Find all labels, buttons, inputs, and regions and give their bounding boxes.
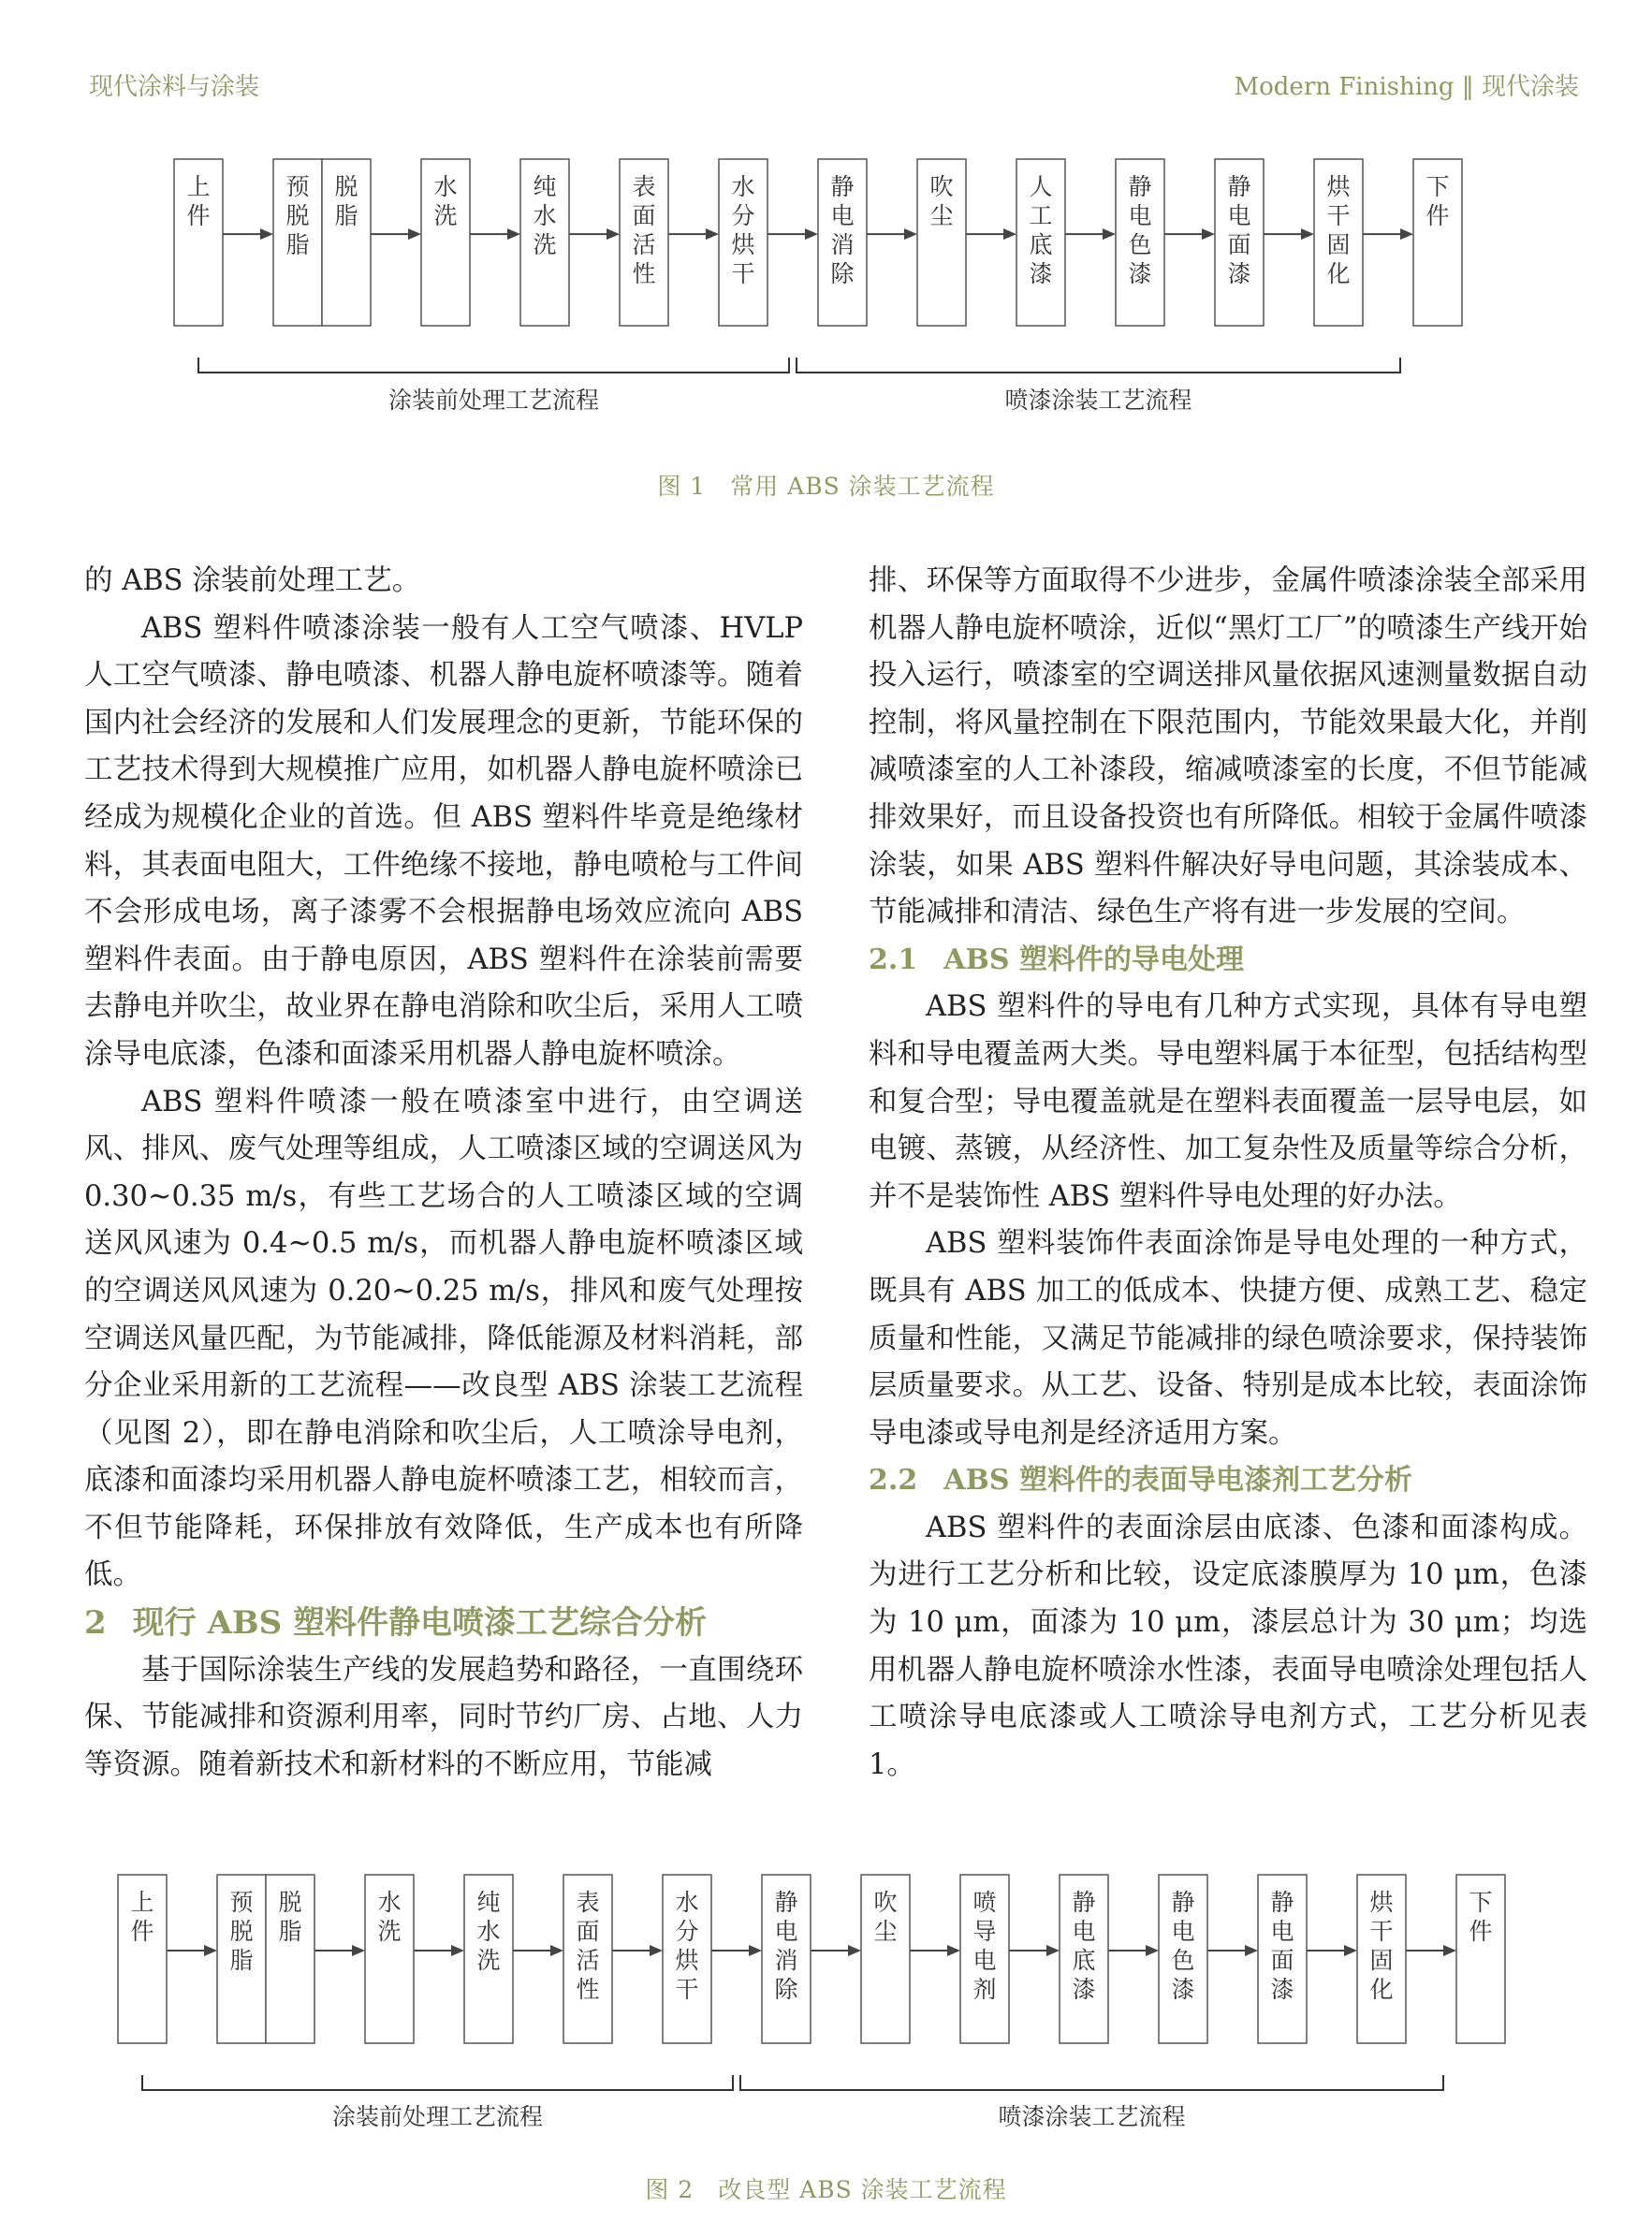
flow-step-label: 下 [1425,173,1450,200]
section-title: ABS 塑料件的导电处理 [943,943,1244,976]
flow-step-label: 水 [476,1918,501,1945]
section-heading-2-2 [869,1457,1587,1505]
flow-arrowhead [550,1945,563,1956]
phase-bracket-pre-label: 涂装前处理工艺流程 [331,2103,544,2130]
phase-bracket-pre [142,2075,733,2090]
flow-step-label: 水 [533,202,557,229]
flow-step-label: 电 [1128,202,1152,229]
figure-1-caption: 图 1 常用 ABS 涂装工艺流程 [657,473,995,500]
flow-step-label: 表 [576,1889,600,1916]
section-heading-2 [84,1600,803,1647]
flow-arrowhead [507,228,520,240]
flow-step-label: 剂 [972,1976,997,2003]
flow-step-label: 色 [1171,1947,1195,1974]
flow-step-label: 件 [186,202,211,229]
phase-bracket-spray [740,2075,1443,2090]
flow-step-label: 件 [1425,202,1450,229]
flow-step-label: 漆 [1128,260,1152,287]
flow-arrowhead [706,228,719,240]
paragraph: ABS 塑料件的表面涂层由底漆、色漆和面漆构成。为进行工艺分析和比较，设定底漆膜厚为 10 μm，色漆为 10 μm，面漆为 10 μm，漆层总计为 30 μm；均选用机器人静电旋杯喷涂水性漆，表面导电喷涂处理包括人工喷涂导电底漆或人工喷涂导电剂方式，工艺分析见表 1。 [869,1511,1587,1781]
flow-step-label: 化 [1326,260,1351,287]
figure-2-caption: 图 2 改良型 ABS 涂装工艺流程 [645,2176,1007,2203]
flow-arrowhead [260,228,273,240]
flow-step-label: 色 [1128,231,1152,258]
flow-step-label: 漆 [1171,1976,1195,2003]
flow-step-label: 干 [1369,1918,1394,1945]
body-column-left [84,558,803,1789]
flow-arrowhead [1344,1945,1357,1956]
flow-arrowhead [1146,1945,1159,1956]
figure-1-svg [0,150,1652,431]
flow-step-label: 喷 [972,1889,997,1916]
figure-2-flowchart [0,1858,1652,2148]
flow-arrowhead [1400,228,1413,240]
flow-step-label: 洗 [476,1947,501,1974]
flow-arrowhead [650,1945,663,1956]
flow-step-label: 人 [1029,173,1053,200]
flow-step-label: 水 [433,173,458,200]
flow-step-label: 脱 [334,173,358,200]
flow-step-label: 纯 [476,1889,501,1916]
flow-step-label: 脱 [229,1918,254,1945]
flow-arrowhead [1003,228,1016,240]
flow-step-label: 电 [1072,1918,1096,1945]
flow-arrowhead [451,1945,464,1956]
flow-step-label: 脱 [278,1889,302,1916]
flow-step-label: 脂 [229,1947,254,1974]
flow-step-label: 电 [1270,1918,1294,1945]
section-number: 2 [84,1604,107,1643]
flow-step-label: 电 [1227,202,1251,229]
phase-bracket-spray-label: 喷漆涂装工艺流程 [1004,387,1192,414]
flow-step-label: 面 [576,1918,600,1945]
flow-step-label: 漆 [1227,260,1251,287]
flow-step-label: 水 [731,173,755,200]
flow-arrowhead [1103,228,1116,240]
flow-step-label: 预 [285,173,310,200]
flow-step-label: 烘 [731,231,755,258]
flow-arrowhead [1443,1945,1456,1956]
flow-step-label: 尘 [873,1918,898,1945]
flow-step-label: 底 [1029,231,1053,258]
flow-step-label: 烘 [675,1947,699,1974]
flow-step-label: 尘 [929,202,954,229]
running-header-journal-en: Modern Finishing ‖ 现代涂装 [1234,73,1579,101]
flow-step-label: 烘 [1326,173,1351,200]
flow-arrowhead [848,1945,861,1956]
flow-arrowhead [947,1945,960,1956]
flow-step-label: 干 [731,260,755,287]
flow-step-label: 烘 [1369,1889,1394,1916]
flow-step-label: 活 [576,1947,600,1974]
flow-arrowhead [607,228,620,240]
flow-step-label: 件 [130,1918,154,1945]
flow-step-label: 预 [229,1889,254,1916]
body-column-right [869,558,1587,1789]
paragraph: ABS 塑料件的导电有几种方式实现，具体有导电塑料和导电覆盖两大类。导电塑料属于本征型，包括结构型和复合型；导电覆盖就是在塑料表面覆盖一层导电层，如电镀、蒸镀，从经济性、加工复杂性及质量等综合分析，并不是装饰性 ABS 塑料件导电处理的好办法。 [869,990,1587,1213]
flow-step-label: 静 [1171,1889,1195,1916]
flow-step-label: 水 [675,1889,699,1916]
flow-step-label: 固 [1369,1947,1394,1974]
flow-step-label: 静 [1128,173,1152,200]
flow-step-label: 除 [830,260,855,287]
flow-step-label: 吹 [873,1889,898,1916]
flow-step-label: 脂 [334,202,358,229]
section-title: ABS 塑料件的表面导电漆剂工艺分析 [943,1464,1412,1498]
flow-step-label: 面 [1270,1947,1294,1974]
flow-step-label: 脱 [285,202,310,229]
phase-bracket-pre-label: 涂装前处理工艺流程 [387,387,600,414]
flow-step-label: 工 [1029,202,1053,229]
flow-step-label: 静 [1227,173,1251,200]
flow-step-label: 电 [830,202,855,229]
flow-step-label: 漆 [1072,1976,1096,2003]
section-number: 2.1 [869,943,918,976]
figure-2-svg [0,1858,1652,2148]
section-title: 现行 ABS 塑料件静电喷漆工艺综合分析 [132,1604,708,1643]
paragraph: 基于国际涂装生产线的发展趋势和路径，一直围绕环保、节能减排和资源利用率，同时节约厂房、占地、人力等资源。随着新技术和新材料的不断应用，节能减 [84,1653,803,1781]
flow-arrowhead [1202,228,1215,240]
flow-step-label: 吹 [929,173,954,200]
paragraph: ABS 塑料件喷漆涂装一般有人工空气喷漆、HVLP 人工空气喷漆、静电喷漆、机器人静电旋杯喷漆等。随着国内社会经济的发展和人们发展理念的更新，节能环保的工艺技术得到大规模推广应用，如机器人静电旋杯喷涂已经成为规模化企业的首选。但 ABS 塑料件毕竟是绝缘材料，其表面电阻大，工件绝缘不接地，静电喷枪与工件间不会形成电场，离子漆雾不会根据静电场效应流向 ABS 塑料件表面。由于静电原因，ABS 塑料件在涂装前需要去静电并吹尘，故业界在静电消除和吹尘后，采用人工喷涂导电底漆，色漆和面漆采用机器人静电旋杯喷涂。 [84,611,803,1071]
flow-step-label: 上 [130,1889,154,1916]
flow-step-label: 面 [632,202,656,229]
flow-arrowhead [904,228,917,240]
paragraph: 排、环保等方面取得不少进步，金属件喷漆涂装全部采用机器人静电旋杯喷涂，近似“黑灯工厂”的喷漆生产线开始投入运行，喷漆室的空调送排风量依据风速测量数据自动控制，将风量控制在下限范围内，节能效果最大化，并削减喷漆室的人工补漆段，缩减喷漆室的长度，不但节能减排效果好，而且设备投资也有所降低。相较于金属件喷漆涂装，如果 ABS 塑料件解决好导电问题，其涂装成本、节能减排和清洁、绿色生产将有进一步发展的空间。 [869,564,1587,929]
phase-bracket-spray-label: 喷漆涂装工艺流程 [998,2103,1186,2130]
flow-step-label: 活 [632,231,656,258]
flow-step-label: 上 [186,173,211,200]
flow-step-label: 除 [774,1976,798,2003]
flow-step-label: 脂 [285,231,310,258]
flow-arrowhead [408,228,421,240]
flow-step-label: 固 [1326,231,1351,258]
flow-arrowhead [1046,1945,1060,1956]
flow-step-label: 洗 [433,202,458,229]
flow-step-label: 静 [1072,1889,1096,1916]
flow-step-label: 漆 [1029,260,1053,287]
flow-step-label: 电 [774,1918,798,1945]
flow-step-label: 静 [830,173,855,200]
flow-step-label: 干 [1326,202,1351,229]
flow-step-label: 件 [1469,1918,1493,1945]
flow-step-label: 静 [774,1889,798,1916]
flow-step-label: 纯 [533,173,557,200]
paragraph: ABS 塑料件喷漆一般在喷漆室中进行，由空调送风、排风、废气处理等组成，人工喷漆区域的空调送风为 0.30~0.35 m/s，有些工艺场合的人工喷漆区域的空调送风风速为 0.4~0.5 m/s，而机器人静电旋杯喷漆区域的空调送风风速为 0.20~0.25 m/s，排风和废气处理按空调送风量匹配，为节能减排，降低能源及材料消耗，部分企业采用新的工艺流程——改良型 ABS 涂装工艺流程（见图 2），即在静电消除和吹尘后，人工喷涂导电剂，底漆和面漆均采用机器人静电旋杯喷漆工艺，相较而言，不但节能降耗，环保排放有效降低，生产成本也有所降低。 [84,1085,803,1592]
flow-step-label: 水 [377,1889,402,1916]
flow-step-label: 电 [1171,1918,1195,1945]
flow-step-label: 面 [1227,231,1251,258]
flow-step-label: 底 [1072,1947,1096,1974]
flow-step-label: 化 [1369,1976,1394,2003]
figure-1-flowchart [0,150,1652,431]
flow-step-label: 电 [972,1947,997,1974]
flow-arrowhead [1245,1945,1258,1956]
flow-step-label: 洗 [377,1918,402,1945]
paragraph: ABS 塑料装饰件表面涂饰是导电处理的一种方式，既具有 ABS 加工的低成本、快捷方便、成熟工艺、稳定质量和性能，又满足节能减排的绿色喷涂要求，保持装饰层质量要求。从工艺、设备、特别是成本比较，表面涂饰导电漆或导电剂是经济适用方案。 [869,1227,1587,1450]
running-header-journal: 现代涂料与涂装 [89,73,260,101]
flow-arrowhead [749,1945,762,1956]
phase-bracket-spray [797,358,1400,373]
flow-step-label: 下 [1469,1889,1493,1916]
flow-step-label: 表 [632,173,656,200]
flow-step-label: 性 [632,260,656,287]
flow-step-label: 性 [576,1976,600,2003]
flow-arrowhead [1301,228,1314,240]
flow-step-label: 分 [731,202,755,229]
flow-step-label: 分 [675,1918,699,1945]
flow-arrowhead [352,1945,365,1956]
flow-step-label: 消 [830,231,855,258]
flow-step-label: 消 [774,1947,798,1974]
flow-step-label: 静 [1270,1889,1294,1916]
flow-arrowhead [204,1945,217,1956]
phase-bracket-pre [198,358,789,373]
section-heading-2-1 [869,937,1587,985]
flow-arrowhead [805,228,818,240]
flow-step-label: 导 [972,1918,997,1945]
paragraph: 的 ABS 涂装前处理工艺。 [84,564,421,597]
flow-step-label: 脂 [278,1918,302,1945]
flow-step-label: 洗 [533,231,557,258]
flow-step-label: 干 [675,1976,699,2003]
section-number: 2.2 [869,1464,918,1498]
flow-step-label: 漆 [1270,1976,1294,2003]
